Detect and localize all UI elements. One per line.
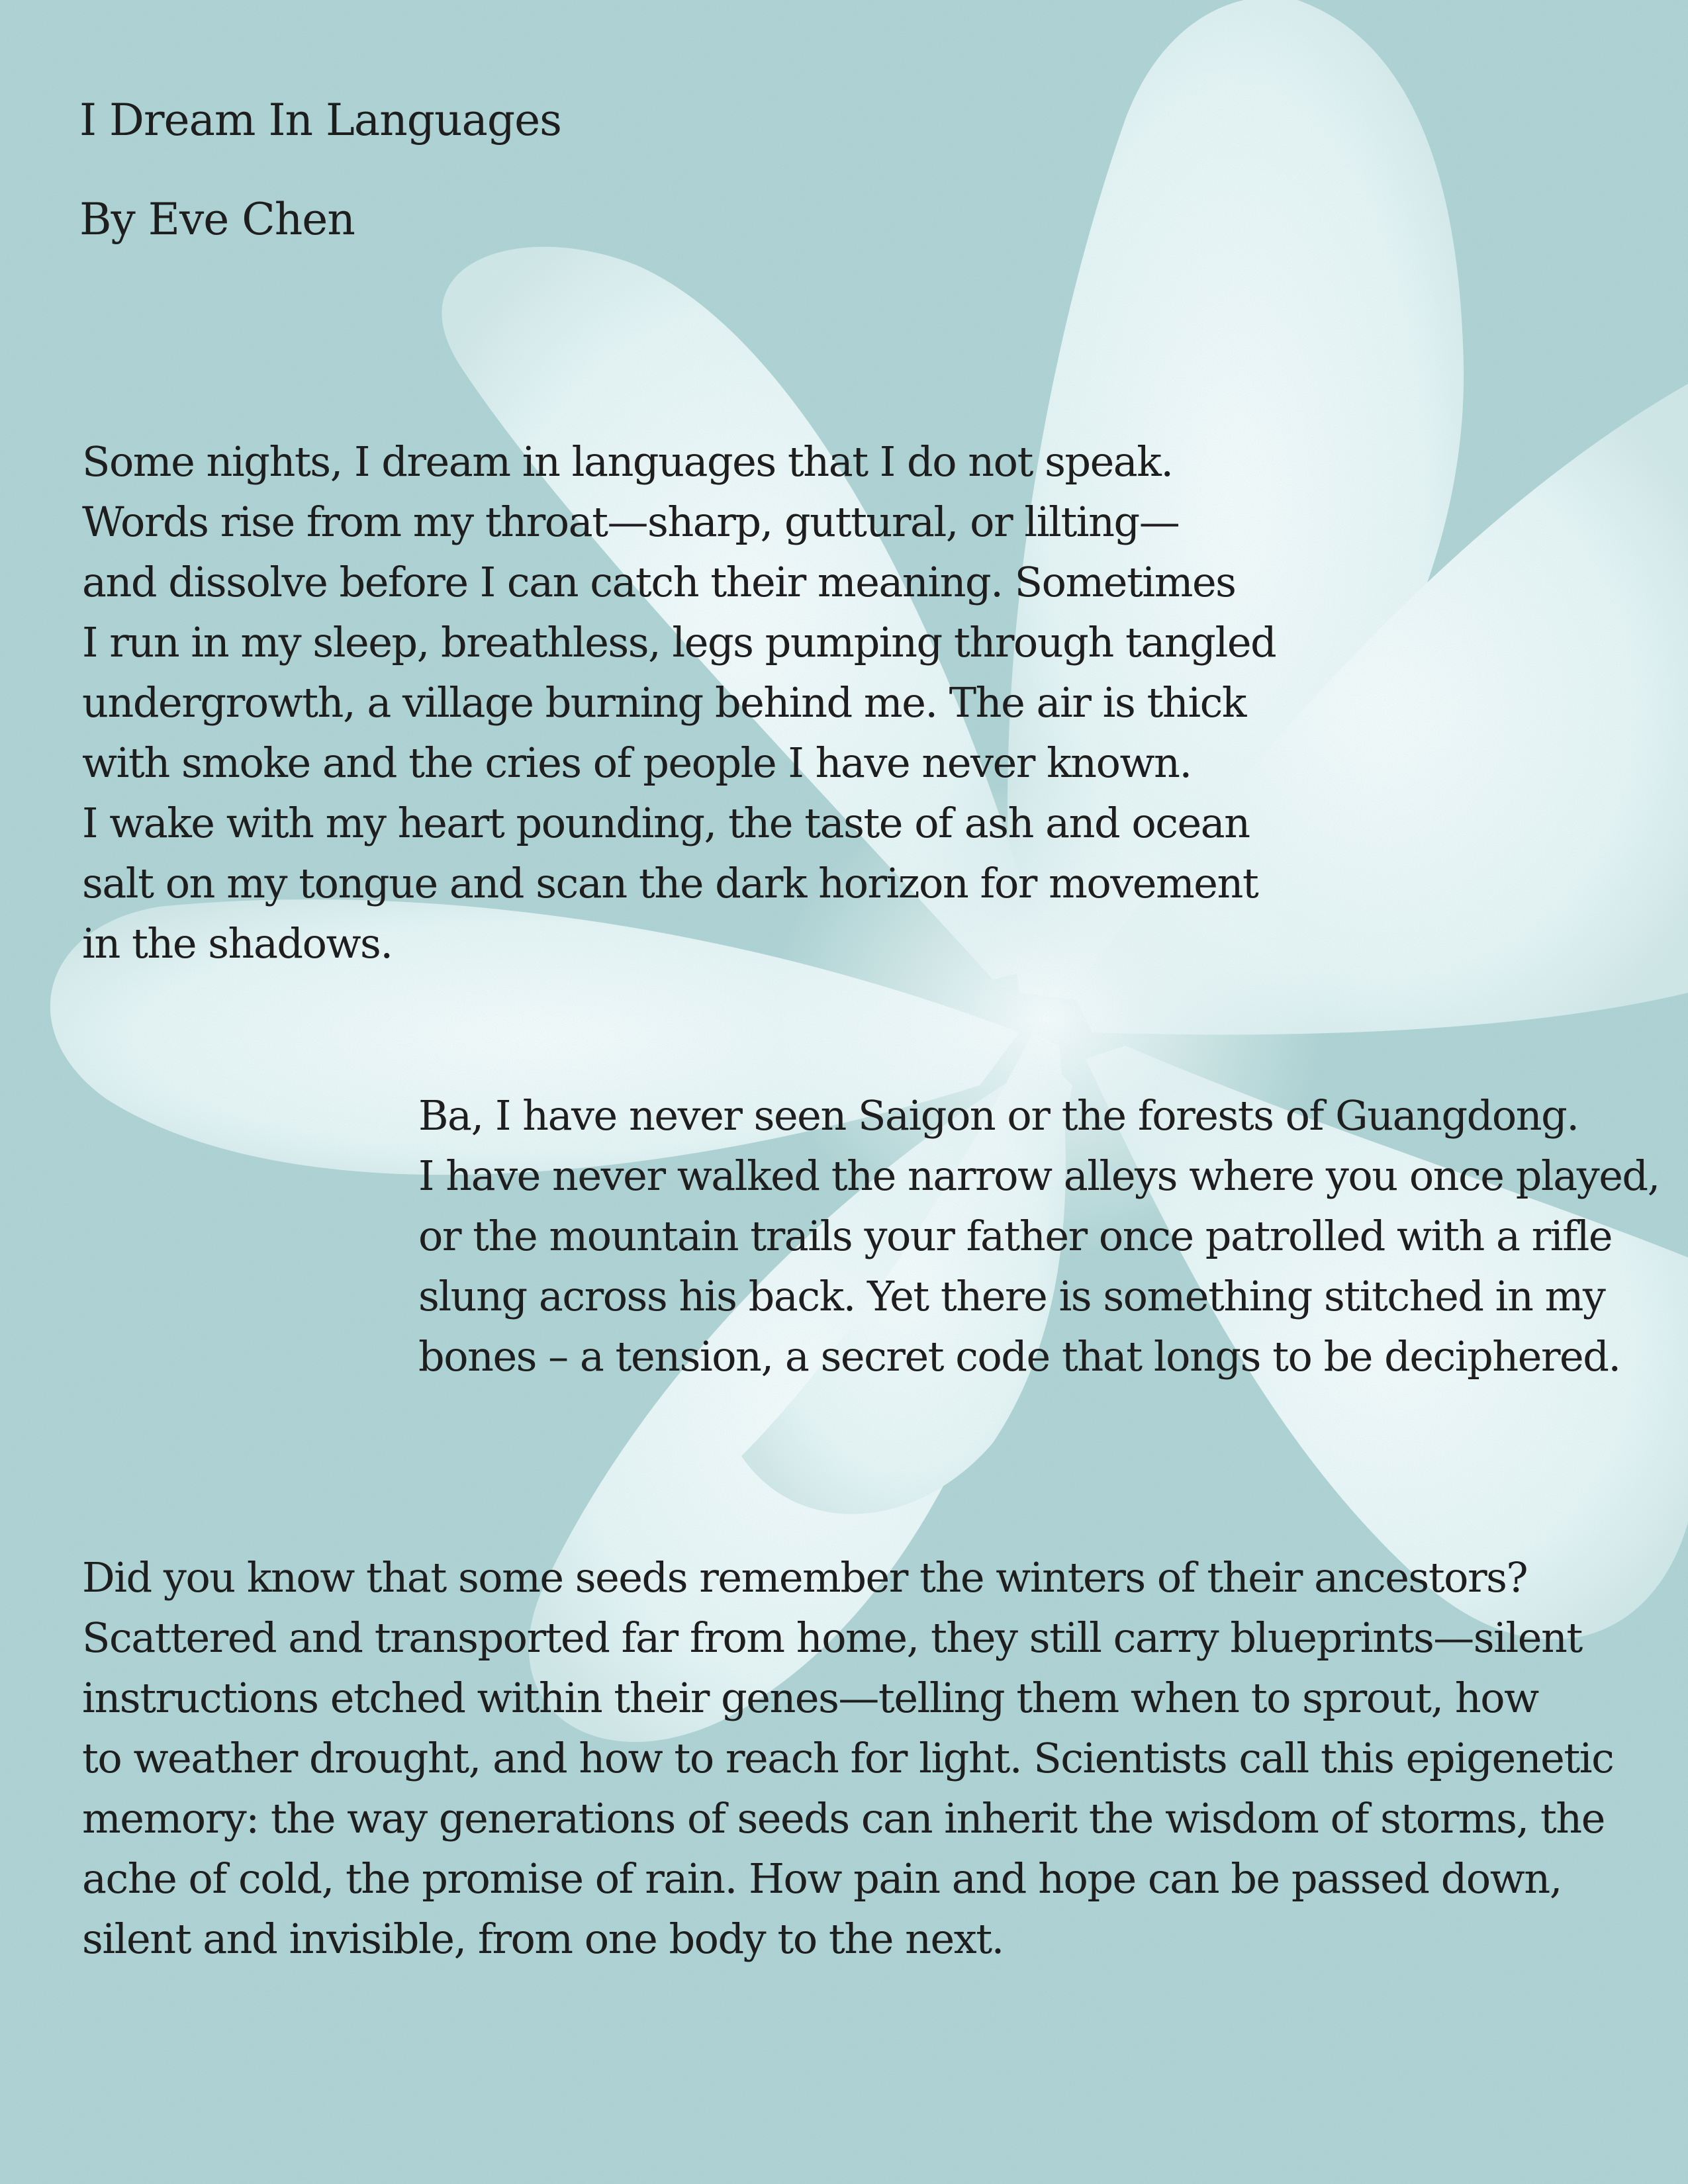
poem-line: Ba, I have never seen Saigon or the forests of Guangdong.	[418, 1091, 1579, 1140]
poem-line: I wake with my heart pounding, the taste of ash and ocean	[82, 799, 1250, 847]
poem-line: undergrowth, a village burning behind me. The air is thick	[82, 678, 1246, 727]
poem-line: ache of cold, the promise of rain. How pain and hope can be passed down,	[82, 1854, 1562, 1903]
poem-author: By Eve Chen	[79, 194, 355, 245]
poem-line: and dissolve before I can catch their meaning. Sometimes	[82, 558, 1236, 606]
stanza-1	[82, 432, 1276, 974]
poem-line: to weather drought, and how to reach for light. Scientists call this epigenetic	[82, 1734, 1614, 1782]
poem-line: salt on my tongue and scan the dark horizon for movement	[82, 859, 1258, 907]
stanza-2	[418, 1085, 1660, 1387]
poem-line: Scattered and transported far from home, they still carry blueprints—silent	[82, 1614, 1582, 1662]
poem-line: memory: the way generations of seeds can inherit the wisdom of storms, the	[82, 1794, 1605, 1843]
stanza-3	[82, 1547, 1613, 1969]
poem-line: Words rise from my throat—sharp, guttural, or lilting—	[82, 498, 1180, 546]
poem-line: slung across his back. Yet there is something stitched in my	[418, 1272, 1605, 1320]
poem-line: in the shadows.	[82, 919, 393, 968]
poem-line: with smoke and the cries of people I have never known.	[82, 739, 1192, 787]
poem-title: I Dream In Languages	[79, 95, 562, 146]
poem-line: Some nights, I dream in languages that I do not speak.	[82, 437, 1173, 486]
poem-line: instructions etched within their genes—telling them when to sprout, how	[82, 1674, 1538, 1722]
poem-line: or the mountain trails your father once patrolled with a rifle	[418, 1212, 1613, 1260]
poem-line: Did you know that some seeds remember the winters of their ancestors?	[82, 1553, 1528, 1602]
poem-line: I have never walked the narrow alleys where you once played,	[418, 1152, 1660, 1200]
poem-line: bones – a tension, a secret code that longs to be deciphered.	[418, 1332, 1620, 1381]
poem-line: I run in my sleep, breathless, legs pumping through tangled	[82, 618, 1276, 666]
poem-line: silent and invisible, from one body to the next.	[82, 1915, 1004, 1963]
